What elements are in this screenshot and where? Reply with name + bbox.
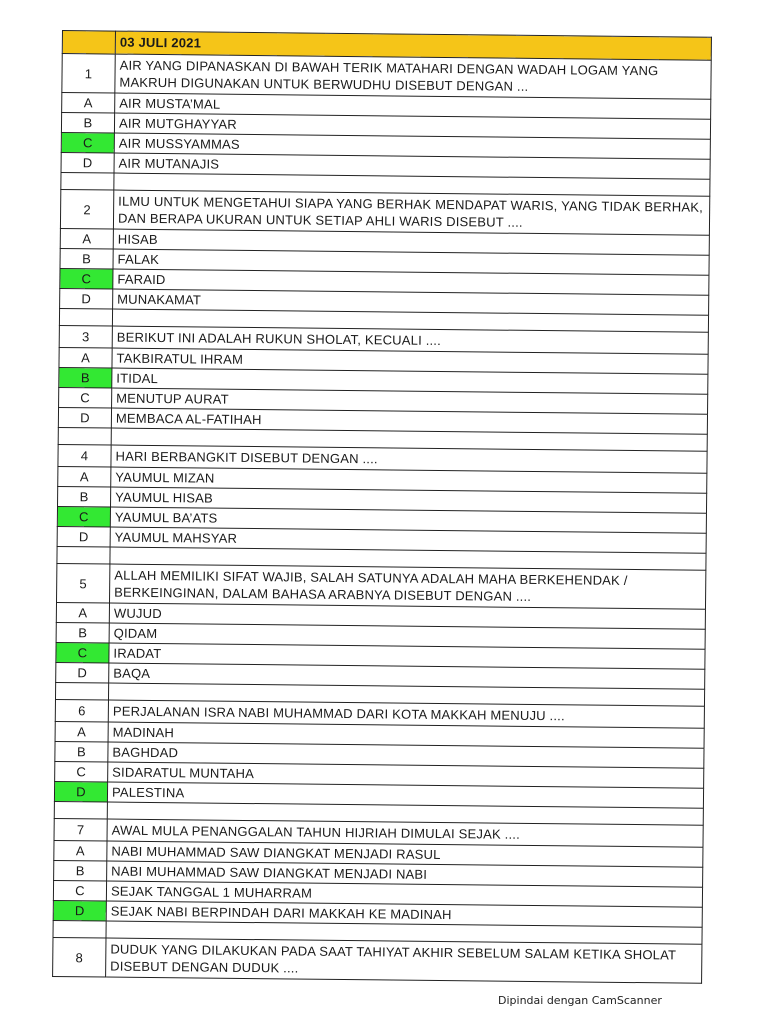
correct-option-letter: C: [61, 132, 114, 153]
option-letter: B: [54, 860, 107, 881]
question-text: AIR YANG DIPANASKAN DI BAWAH TERIK MATAHARI DENGAN WADAH LOGAM YANG MAKRUH DIGUNAKAN UNTUK BERWUDHU DISEBUT DENGAN ...: [115, 54, 711, 99]
question-text: DUDUK YANG DILAKUKAN PADA SAAT TAHIYAT AKHIR SEBELUM SALAM KETIKA SHOLAT DISEBUT DENGAN DUDUK ....: [106, 938, 702, 983]
question-number: 5: [57, 563, 110, 603]
option-text: ITIDAL: [112, 368, 708, 394]
quiz-table: [52, 30, 712, 984]
option-letter: A: [59, 347, 112, 368]
option-letter: A: [56, 602, 109, 623]
spacer-cell: [53, 920, 106, 938]
spacer-cell: [57, 546, 110, 564]
camscanner-note: Dipindai dengan CamScanner: [498, 994, 662, 1007]
question-text: ILMU UNTUK MENGETAHUI SIAPA YANG BERHAK MENDAPAT WARIS, YANG TIDAK BERHAK, DAN BERAPA UKURAN UNTUK SETIAP AHLI WARIS DISEBUT ....: [113, 190, 709, 235]
question-text: ALLAH MEMILIKI SIFAT WAJIB, SALAH SATUNYA ADALAH MAHA BERKEHENDAK / BERKEINGINAN, DALAM BAHASA ARABNYA DISEBUT DENGAN ....: [110, 564, 706, 609]
question-text: PERJALANAN ISRA NABI MUHAMMAD DARI KOTA MAKKAH MENUJU ....: [108, 700, 704, 728]
spacer-cell: [54, 801, 107, 819]
option-text: MADINAH: [108, 722, 704, 748]
option-text: YAUMUL MAHSYAR: [110, 527, 706, 553]
question-number: 3: [59, 325, 112, 348]
question-number: 6: [55, 699, 108, 722]
option-text: AIR MUTANAJIS: [114, 153, 710, 179]
option-letter: D: [60, 288, 113, 309]
option-text: YAUMUL MIZAN: [111, 467, 707, 493]
option-text: TAKBIRATUL IHRAM: [112, 348, 708, 374]
question-number: 7: [54, 818, 107, 841]
option-letter: A: [62, 93, 115, 114]
option-text: SEJAK TANGGAL 1 MUHARRAM: [106, 881, 702, 907]
correct-option-letter: B: [59, 367, 112, 388]
option-text: MUNAKAMAT: [113, 289, 709, 315]
option-text: NABI MUHAMMAD SAW DIANGKAT MENJADI RASUL: [107, 841, 703, 867]
option-text: HISAB: [113, 229, 709, 255]
option-text: SIDARATUL MUNTAHA: [108, 762, 704, 788]
question-number: 4: [58, 444, 111, 467]
option-letter: A: [55, 721, 108, 742]
option-text: MEMBACA AL-FATIHAH: [111, 408, 707, 434]
correct-option-letter: D: [53, 900, 106, 921]
option-text: QIDAM: [109, 623, 705, 649]
option-text: PALESTINA: [107, 782, 703, 808]
option-letter: A: [58, 466, 111, 487]
question-row: [57, 563, 706, 609]
correct-option-letter: C: [56, 642, 109, 663]
option-text: YAUMUL HISAB: [111, 487, 707, 513]
option-letter: D: [61, 152, 114, 173]
correct-option-letter: C: [60, 268, 113, 289]
question-text: AWAL MULA PENANGGALAN TAHUN HIJRIAH DIMULAI SEJAK ....: [107, 819, 703, 847]
option-letter: B: [56, 622, 109, 643]
option-text: AIR MUSTA’MAL: [115, 93, 711, 119]
option-letter: D: [58, 407, 111, 428]
option-text: IRADAT: [109, 643, 705, 669]
spacer-cell: [58, 427, 111, 445]
option-text: WUJUD: [109, 603, 705, 629]
option-letter: B: [61, 113, 114, 134]
option-text: BAQA: [109, 663, 705, 689]
spacer-cell: [61, 172, 114, 190]
option-text: AIR MUSSYAMMAS: [114, 133, 710, 159]
option-text: AIR MUTGHAYYAR: [114, 113, 710, 139]
question-row: [60, 189, 709, 235]
question-text: HARI BERBANGKIT DISEBUT DENGAN ....: [111, 445, 707, 473]
correct-option-letter: D: [54, 781, 107, 802]
option-letter: A: [54, 840, 107, 861]
question-row: [62, 54, 711, 100]
question-number: 1: [62, 54, 115, 94]
option-text: FALAK: [113, 249, 709, 275]
option-letter: C: [53, 880, 106, 901]
question-row: [53, 937, 702, 983]
question-number: 8: [53, 937, 106, 977]
header-empty-cell: [62, 31, 115, 55]
option-text: MENUTUP AURAT: [112, 388, 708, 414]
quiz-sheet: [52, 30, 712, 1002]
question-number: 2: [60, 189, 113, 229]
option-text: BAGHDAD: [108, 742, 704, 768]
correct-option-letter: C: [57, 506, 110, 527]
option-text: YAUMUL BA’ATS: [110, 507, 706, 533]
spacer-cell: [55, 682, 108, 700]
option-letter: C: [55, 761, 108, 782]
option-letter: B: [60, 248, 113, 269]
option-text: FARAID: [113, 269, 709, 295]
option-letter: B: [55, 741, 108, 762]
option-letter: B: [58, 486, 111, 507]
question-text: BERIKUT INI ADALAH RUKUN SHOLAT, KECUALI ....: [112, 326, 708, 354]
date-label: 03 JULI 2021: [115, 31, 711, 60]
option-text: SEJAK NABI BERPINDAH DARI MAKKAH KE MADINAH: [106, 901, 702, 927]
option-letter: D: [56, 662, 109, 683]
option-letter: A: [60, 228, 113, 249]
spacer-cell: [59, 308, 112, 326]
option-letter: D: [57, 526, 110, 547]
option-letter: C: [59, 387, 112, 408]
option-text: NABI MUHAMMAD SAW DIANGKAT MENJADI NABI: [107, 861, 703, 887]
